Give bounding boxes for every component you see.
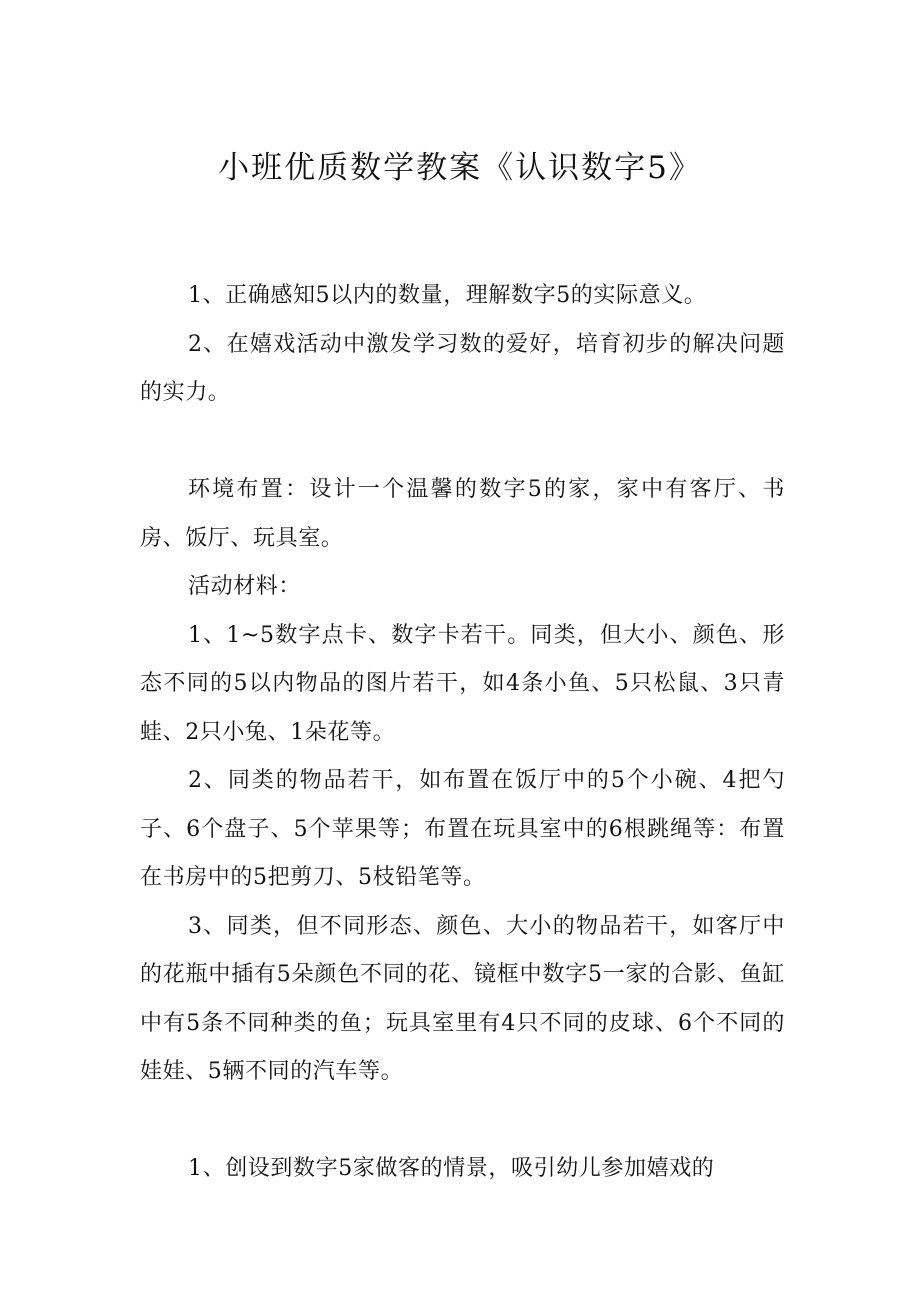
goal-paragraph-2: 2、在嬉戏活动中激发学习数的爱好，培育初步的解决问题的实力。 [140, 331, 785, 405]
goal-paragraph-1: 1、正确感知5以内的数量，理解数字5的实际意义。 [188, 283, 707, 308]
material-paragraph-3: 3、同类，但不同形态、颜色、大小的物品若干，如客厅中的花瓶中插有5朵颜色不同的花、镜框中数字5一家的合影、鱼缸中有5条不同种类的鱼；玩具室里有4只不同的皮球、6个不同的娃娃、5辆不同的汽车等。 [140, 913, 785, 1084]
section-spacer [140, 418, 785, 467]
page-title: 小班优质数学教案《认识数字5》 [218, 150, 702, 186]
material-paragraph-1: 1、1~5数字点卡、数字卡若干。同类，但大小、颜色、形态不同的5以内物品的图片若干，如4条小鱼、5只松鼠、3只青蛙、2只小兔、1朵花等。 [140, 622, 785, 745]
material-paragraph-2: 2、同类的物品若干，如布置在饭厅中的5个小碗、4把勺子、6个盘子、5个苹果等；布置在玩具室中的6根跳绳等：布置在书房中的5把剪刀、5枝铅笔等。 [140, 768, 785, 890]
environment-paragraph: 环境布置：设计一个温馨的数字5的家，家中有客厅、书房、饭厅、玩具室。 [140, 477, 785, 551]
materials-heading: 活动材料： [188, 574, 302, 599]
section-spacer [140, 1097, 785, 1146]
process-paragraph-1: 1、创设到数字5家做客的情景，吸引幼儿参加嬉戏的 [188, 1156, 715, 1181]
document-body [140, 272, 785, 1194]
